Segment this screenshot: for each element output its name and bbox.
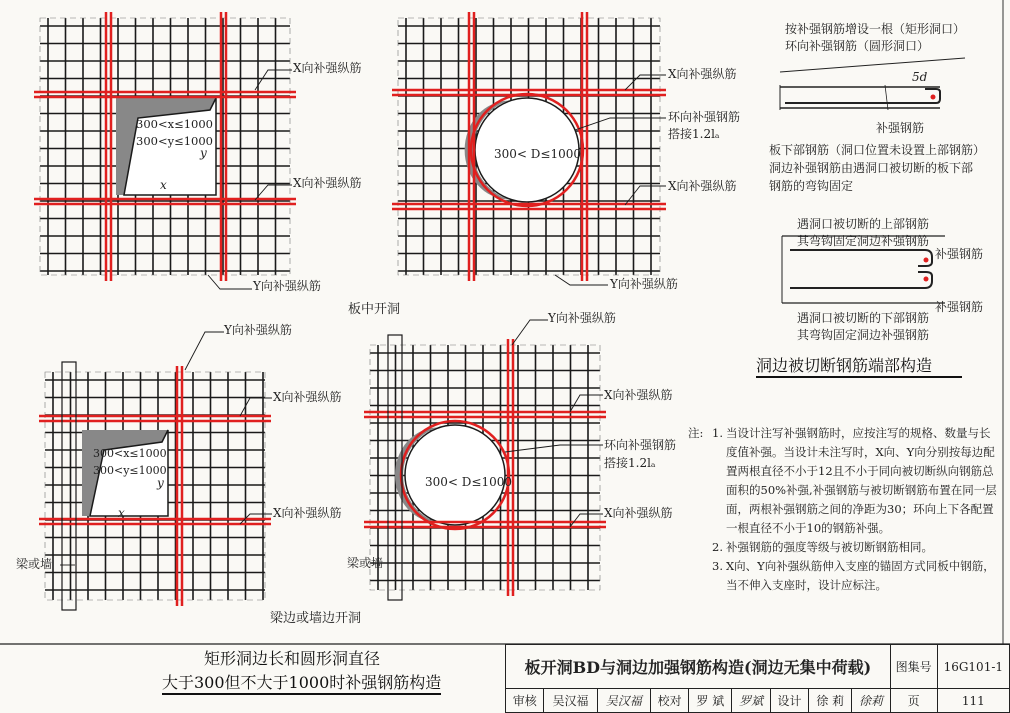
bl-range-x: 300<x≤1000 xyxy=(93,447,167,460)
detail-desc-1: 板下部钢筋（洞口位置未设置上部钢筋） xyxy=(769,143,986,157)
note-number: 3. xyxy=(712,559,723,573)
detail-line-1: 按补强钢筋增设一根（矩形洞口） xyxy=(785,22,966,36)
tl-range-y: 300<y≤1000 xyxy=(136,134,213,148)
design-signature: 徐莉 xyxy=(852,689,890,713)
leader-line xyxy=(512,320,548,345)
br-label-ring-2: 搭接1.2lₐ xyxy=(604,456,656,470)
design-label: 设计 xyxy=(770,689,808,713)
review-label: 审核 xyxy=(506,689,544,713)
br-label-x-top: X向补强纵筋 xyxy=(604,388,673,402)
title-block xyxy=(505,644,1010,713)
tl-var-y: y xyxy=(200,146,207,160)
note-number: 1. xyxy=(712,426,723,440)
detail-upper-1: 遇洞口被切断的上部钢筋 xyxy=(797,217,930,231)
leader-line xyxy=(208,275,252,289)
note-text: 补强钢筋的强度等级与被切断钢筋相同。 xyxy=(726,540,933,554)
bl-var-x: x xyxy=(118,506,125,520)
br-range-d: 300< D≤1000 xyxy=(425,475,512,489)
detail-lower-2: 其弯钩固定洞边补强钢筋 xyxy=(797,328,930,342)
detail-desc-3: 钢筋的弯钩固定 xyxy=(769,179,854,193)
detail-dim: 5d xyxy=(912,70,928,84)
tl-var-x: x xyxy=(160,178,167,192)
note-item-1 xyxy=(688,424,1000,538)
br-label-x-bottom: X向补强纵筋 xyxy=(604,506,673,520)
check-name: 罗 斌 xyxy=(689,689,732,713)
tl-label-x-top: X向补强纵筋 xyxy=(293,61,362,75)
note-number: 2. xyxy=(712,540,723,554)
panel-bottom-right-grid xyxy=(364,320,606,600)
bl-label-x-bottom: X向补强纵筋 xyxy=(273,506,342,520)
bl-range-y: 300<y≤1000 xyxy=(93,464,167,477)
detail-bar-label: 补强钢筋 xyxy=(876,121,925,135)
bl-label-x-top: X向补强纵筋 xyxy=(273,390,342,404)
main-caption-line-2: 大于300但不大于1000时补强钢筋构造 xyxy=(162,673,441,695)
notes-head: 注: xyxy=(688,426,704,440)
review-name: 吴汉福 xyxy=(544,689,597,713)
main-caption-line-1: 矩形洞边长和圆形洞直径 xyxy=(204,649,381,668)
leader-line xyxy=(570,395,603,412)
notes-block xyxy=(688,424,1000,595)
atlas-label: 图集号 xyxy=(890,645,937,689)
bl-label-y: Y向补强纵筋 xyxy=(224,323,292,337)
tr-label-y: Y向补强纵筋 xyxy=(610,277,678,291)
check-label: 校对 xyxy=(650,689,688,713)
note-text: 当设计注写补强钢筋时，应按注写的规格、数量与长度值补强。当设计未注写时，X向、Y向分别按每边配置两根直径不小于12且不小于同向被切断纵向钢筋总面积的50%补强,补强钢筋与被切断钢筋布置在同一层面，两根补强钢筋之间的净距为30；环向上下各配置一根直径不小于10的钢筋补强。 xyxy=(726,426,997,535)
leader-line xyxy=(575,118,666,130)
leader-line xyxy=(570,514,603,527)
detail-upper-2: 其弯钩固定洞边补强钢筋 xyxy=(797,234,930,248)
page-number: 111 xyxy=(937,689,1009,713)
br-label-ring-1: 环向补强钢筋 xyxy=(604,438,677,452)
detail-side-label-1: 补强钢筋 xyxy=(935,247,984,261)
tr-label-ring-1: 环向补强钢筋 xyxy=(668,110,741,124)
bl-var-y: y xyxy=(157,476,164,490)
tl-range-x: 300<x≤1000 xyxy=(136,117,213,131)
leader-line xyxy=(185,332,224,370)
caption-edge-opening: 梁边或墙边开洞 xyxy=(270,611,362,626)
leader-line xyxy=(255,70,292,90)
bl-label-beam: 梁或墙 xyxy=(16,557,53,571)
drawing-title: 板开洞BD与洞边加强钢筋构造(洞边无集中荷载) xyxy=(506,645,891,689)
detail-desc-2: 洞边补强钢筋由遇洞口被切断的板下部 xyxy=(769,161,974,175)
page-label: 页 xyxy=(890,689,937,713)
detail-line-2: 环向补强钢筋（圆形洞口） xyxy=(785,39,930,53)
tr-label-x-bottom: X向补强纵筋 xyxy=(668,179,737,193)
check-signature: 罗斌 xyxy=(732,689,770,713)
review-signature: 吴汉福 xyxy=(597,689,650,713)
br-label-beam: 梁或墙 xyxy=(347,556,384,570)
tl-label-y: Y向补强纵筋 xyxy=(253,279,321,293)
note-text: X向、Y向补强纵筋伸入支座的锚固方式同板中钢筋，当不伸入支座时，设计应标注。 xyxy=(726,559,995,592)
note-item-2 xyxy=(688,538,1000,557)
tr-label-ring-2: 搭接1.2lₐ xyxy=(668,127,720,141)
caption-slab-opening: 板中开洞 xyxy=(348,302,401,317)
note-item-3 xyxy=(688,557,1000,595)
design-name: 徐 莉 xyxy=(809,689,852,713)
detail-side-label-2: 补强钢筋 xyxy=(935,300,984,314)
tr-label-x-top: X向补强纵筋 xyxy=(668,67,737,81)
detail-title: 洞边被切断钢筋端部构造 xyxy=(756,356,933,375)
atlas-number: 16G101-1 xyxy=(937,645,1009,689)
panel-top-left-grid xyxy=(34,12,296,289)
br-label-y: Y向补强纵筋 xyxy=(548,311,616,325)
tl-label-x-bottom: X向补强纵筋 xyxy=(293,176,362,190)
detail-lower-1: 遇洞口被切断的下部钢筋 xyxy=(797,311,930,325)
tr-range-d: 300< D≤1000 xyxy=(494,147,581,161)
